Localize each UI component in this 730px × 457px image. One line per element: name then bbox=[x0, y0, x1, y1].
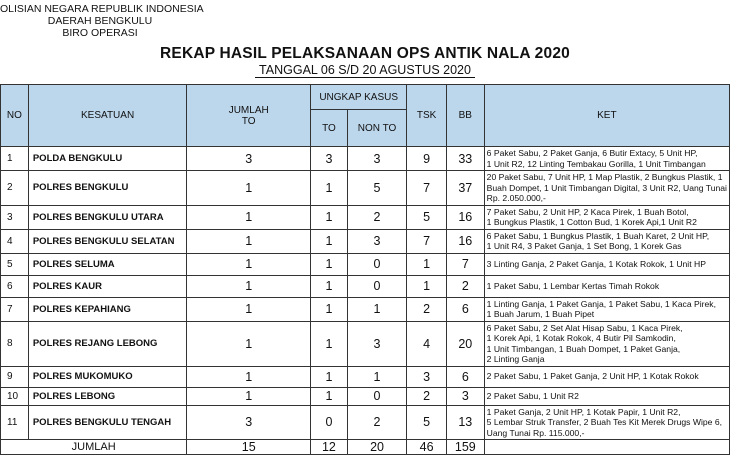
table-row bbox=[1, 405, 730, 440]
ket-line: 6 Paket Sabu, 2 Set Alat Hisap Sabu, 1 Kaca Pirek, bbox=[486, 322, 683, 333]
cell-jumlah-to: 1 bbox=[187, 387, 311, 405]
cell-no: 9 bbox=[1, 366, 29, 387]
org-line-3: BIRO OPERASI bbox=[62, 27, 138, 39]
cell-kesatuan: POLRES BENGKULU UTARA bbox=[28, 205, 186, 229]
cell-ket bbox=[484, 321, 729, 366]
ket-line: 2 Paket Sabu, 1 Paket Ganja, 2 Unit HP, 1 Kotak Rokok bbox=[486, 371, 699, 382]
cell-kesatuan: POLDA BENGKULU bbox=[28, 147, 186, 171]
cell-kesatuan: POLRES MUKOMUKO bbox=[28, 366, 186, 387]
total-tsk: 46 bbox=[407, 440, 447, 455]
cell-tsk: 1 bbox=[407, 275, 447, 297]
ket-line: 2 Linting Ganja bbox=[486, 354, 545, 364]
col-tsk: TSK bbox=[407, 85, 447, 147]
cell-jumlah-to: 1 bbox=[187, 229, 311, 253]
cell-bb: 13 bbox=[446, 405, 484, 440]
table-row bbox=[1, 366, 730, 387]
recap-table bbox=[0, 84, 730, 455]
cell-no: 8 bbox=[1, 321, 29, 366]
report-title: REKAP HASIL PELAKSANAAN OPS ANTIK NALA 2020 bbox=[160, 45, 570, 62]
cell-no: 4 bbox=[1, 229, 29, 253]
cell-tsk: 2 bbox=[407, 297, 447, 321]
cell-to: 1 bbox=[311, 253, 348, 275]
report-subtitle: TANGGAL 06 S/D 20 AGUSTUS 2020 bbox=[255, 63, 475, 78]
col-non-to: NON TO bbox=[347, 110, 406, 147]
total-ket-empty bbox=[484, 440, 729, 455]
total-row bbox=[1, 440, 730, 455]
cell-to: 0 bbox=[311, 405, 348, 440]
cell-jumlah-to: 1 bbox=[187, 366, 311, 387]
cell-kesatuan: POLRES SELUMA bbox=[28, 253, 186, 275]
col-ket: KET bbox=[484, 85, 729, 147]
ket-line: 2 Paket Sabu, 1 Unit R2 bbox=[486, 390, 579, 401]
ket-line: 7 Paket Sabu, 2 Unit HP, 2 Kaca Pirek, 1 Buah Botol, bbox=[486, 206, 689, 217]
col-jumlah-to: JUMLAH TO bbox=[187, 85, 311, 147]
ket-line: 1 Paket Sabu, 1 Lembar Kertas Timah Rokok bbox=[486, 280, 660, 291]
ket-line: Rp. 2.050.000,- bbox=[486, 193, 546, 203]
cell-tsk: 5 bbox=[407, 405, 447, 440]
table-row bbox=[1, 297, 730, 321]
cell-to: 1 bbox=[311, 171, 348, 206]
total-label: JUMLAH bbox=[1, 440, 187, 455]
cell-jumlah-to: 3 bbox=[187, 147, 311, 171]
cell-tsk: 4 bbox=[407, 321, 447, 366]
table-row bbox=[1, 171, 730, 206]
table-row bbox=[1, 321, 730, 366]
cell-ket bbox=[484, 275, 729, 297]
cell-kesatuan: POLRES LEBONG bbox=[28, 387, 186, 405]
cell-no: 1 bbox=[1, 147, 29, 171]
cell-bb: 16 bbox=[446, 229, 484, 253]
ket-line: 6 Paket Sabu, 1 Bungkus Plastik, 1 Buah Karet, 2 Unit HP, bbox=[486, 230, 710, 241]
cell-non-to: 3 bbox=[347, 147, 406, 171]
cell-non-to: 3 bbox=[347, 229, 406, 253]
cell-kesatuan: POLRES BENGKULU bbox=[28, 171, 186, 206]
ket-line: Uang Tunai Rp. 115.000,- bbox=[486, 427, 585, 438]
cell-tsk: 5 bbox=[407, 205, 447, 229]
cell-jumlah-to: 1 bbox=[187, 205, 311, 229]
cell-to: 1 bbox=[311, 366, 348, 387]
cell-jumlah-to: 1 bbox=[187, 253, 311, 275]
col-kesatuan: KESATUAN bbox=[28, 85, 186, 147]
table-row bbox=[1, 147, 730, 171]
col-bb: BB bbox=[446, 85, 484, 147]
cell-non-to: 2 bbox=[347, 205, 406, 229]
cell-no: 6 bbox=[1, 275, 29, 297]
table-row bbox=[1, 387, 730, 405]
cell-to: 1 bbox=[311, 275, 348, 297]
cell-kesatuan: POLRES BENGKULU SELATAN bbox=[28, 229, 186, 253]
col-ungkap-kasus: UNGKAP KASUS bbox=[311, 85, 407, 110]
cell-ket bbox=[484, 366, 729, 387]
cell-bb: 6 bbox=[446, 366, 484, 387]
cell-non-to: 1 bbox=[347, 366, 406, 387]
ket-line: 1 Unit Timbangan, 1 Buah Dompet, 1 Paket Ganja, bbox=[486, 343, 681, 354]
cell-non-to: 3 bbox=[347, 321, 406, 366]
ket-line: 6 Paket Sabu, 2 Paket Ganja, 6 Butir Extacy, 5 Unit HP, bbox=[486, 148, 698, 158]
total-to: 12 bbox=[311, 440, 348, 455]
cell-no: 2 bbox=[1, 171, 29, 206]
ket-line: 3 Linting Ganja, 2 Paket Ganja, 1 Kotak Rokok, 1 Unit HP bbox=[486, 258, 706, 269]
table-row bbox=[1, 275, 730, 297]
ket-line: Buah Dompet, 1 Unit Timbangan Digital, 3 Unit R2, Uang Tunai bbox=[486, 182, 727, 193]
cell-tsk: 7 bbox=[407, 229, 447, 253]
cell-bb: 6 bbox=[446, 297, 484, 321]
total-bb: 159 bbox=[446, 440, 484, 455]
cell-ket bbox=[484, 253, 729, 275]
cell-to: 1 bbox=[311, 321, 348, 366]
total-non-to: 20 bbox=[347, 440, 406, 455]
col-no: NO bbox=[1, 85, 29, 147]
cell-kesatuan: POLRES KAUR bbox=[28, 275, 186, 297]
cell-to: 1 bbox=[311, 297, 348, 321]
cell-to: 1 bbox=[311, 229, 348, 253]
ket-line: 1 Paket Ganja, 2 Unit HP, 1 Kotak Papir, 1 Unit R2, bbox=[486, 406, 681, 417]
cell-tsk: 7 bbox=[407, 171, 447, 206]
cell-bb: 20 bbox=[446, 321, 484, 366]
cell-bb: 16 bbox=[446, 205, 484, 229]
cell-jumlah-to: 3 bbox=[187, 405, 311, 440]
ket-line: 1 Buah Jarum, 1 Buah Pipet bbox=[486, 309, 595, 319]
cell-tsk: 2 bbox=[407, 387, 447, 405]
cell-non-to: 2 bbox=[347, 405, 406, 440]
cell-jumlah-to: 1 bbox=[187, 321, 311, 366]
cell-ket bbox=[484, 387, 729, 405]
cell-bb: 7 bbox=[446, 253, 484, 275]
org-line-2: DAERAH BENGKULU bbox=[47, 15, 153, 27]
cell-no: 11 bbox=[1, 405, 29, 440]
cell-non-to: 1 bbox=[347, 297, 406, 321]
ket-line: 1 Linting Ganja, 1 Paket Ganja, 1 Paket Sabu, 1 Kaca Pirek, bbox=[486, 298, 716, 309]
total-jumlah-to: 15 bbox=[187, 440, 311, 455]
cell-non-to: 0 bbox=[347, 387, 406, 405]
table-row bbox=[1, 229, 730, 253]
cell-to: 3 bbox=[311, 147, 348, 171]
table-row bbox=[1, 205, 730, 229]
cell-jumlah-to: 1 bbox=[187, 297, 311, 321]
cell-kesatuan: POLRES REJANG LEBONG bbox=[28, 321, 186, 366]
cell-no: 7 bbox=[1, 297, 29, 321]
cell-kesatuan: POLRES KEPAHIANG bbox=[28, 297, 186, 321]
cell-jumlah-to: 1 bbox=[187, 171, 311, 206]
cell-non-to: 0 bbox=[347, 253, 406, 275]
cell-ket bbox=[484, 297, 729, 321]
cell-bb: 33 bbox=[446, 147, 484, 171]
cell-bb: 3 bbox=[446, 387, 484, 405]
col-to: TO bbox=[311, 110, 348, 147]
cell-ket bbox=[484, 229, 729, 253]
cell-bb: 37 bbox=[446, 171, 484, 206]
cell-bb: 2 bbox=[446, 275, 484, 297]
cell-ket bbox=[484, 171, 729, 206]
ket-line: 1 Unit R4, 3 Paket Ganja, 1 Set Bong, 1 Korek Gas bbox=[486, 241, 682, 251]
ket-line: 5 Lembar Struk Transfer, 2 Buah Tes Kit Merek Drugs Wipe 6, bbox=[486, 417, 722, 427]
ket-line: 1 Unit R2, 12 Linting Tembakau Gorilla, 1 Unit Timbangan bbox=[486, 158, 706, 169]
cell-non-to: 5 bbox=[347, 171, 406, 206]
cell-ket bbox=[484, 405, 729, 440]
cell-no: 5 bbox=[1, 253, 29, 275]
cell-tsk: 9 bbox=[407, 147, 447, 171]
cell-to: 1 bbox=[311, 205, 348, 229]
cell-non-to: 0 bbox=[347, 275, 406, 297]
cell-ket bbox=[484, 147, 729, 171]
cell-tsk: 3 bbox=[407, 366, 447, 387]
org-line-1: OLISIAN NEGARA REPUBLIK INDONESIA bbox=[0, 3, 204, 15]
report-subtitle-wrap bbox=[0, 63, 730, 77]
cell-no: 10 bbox=[1, 387, 29, 405]
ket-line: 1 Bungkus Plastik, 1 Cotton Bud, 1 Korek Api,1 Unit R2 bbox=[486, 217, 697, 227]
header-org bbox=[0, 3, 204, 39]
table-row bbox=[1, 253, 730, 275]
ket-line: 20 Paket Sabu, 7 Unit HP, 1 Map Plastik, 2 Bungkus Plastik, 1 bbox=[486, 172, 723, 182]
cell-kesatuan: POLRES BENGKULU TENGAH bbox=[28, 405, 186, 440]
cell-no: 3 bbox=[1, 205, 29, 229]
ket-line: 1 Korek Api, 1 Kotak Rokok, 4 Butir Pil Samkodin, bbox=[486, 333, 676, 343]
cell-ket bbox=[484, 205, 729, 229]
cell-jumlah-to: 1 bbox=[187, 275, 311, 297]
cell-to: 1 bbox=[311, 387, 348, 405]
cell-tsk: 1 bbox=[407, 253, 447, 275]
